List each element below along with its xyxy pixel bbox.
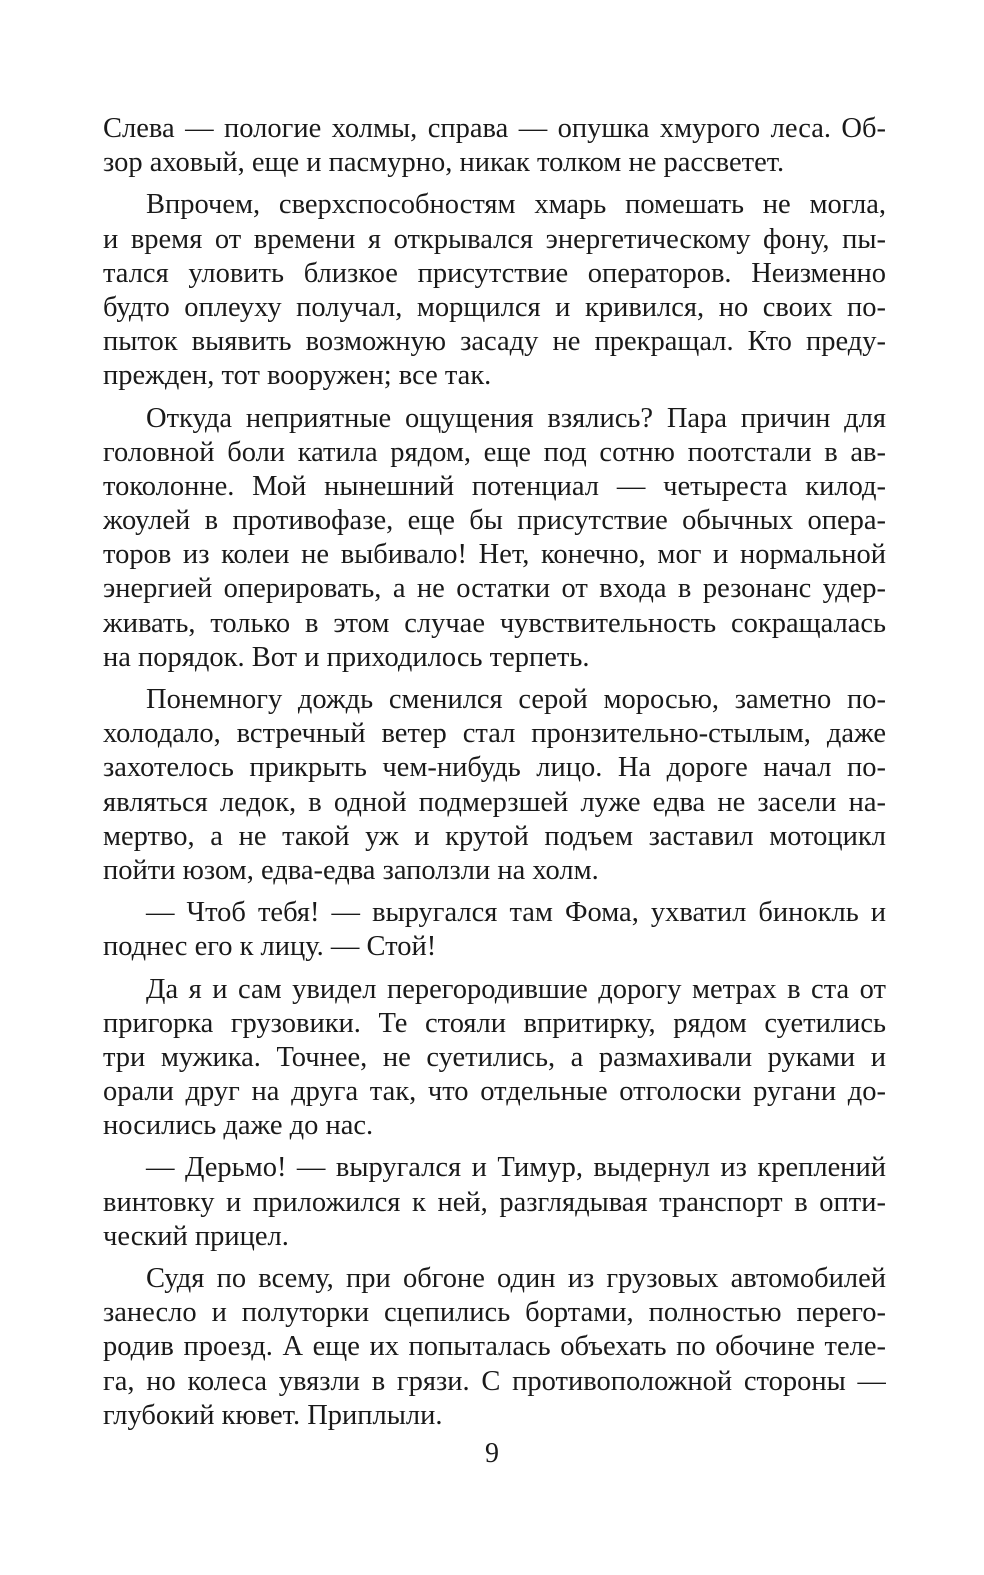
text-line: Да я и сам увидел перегородившие дорогу метрах в ста от [146, 973, 886, 1005]
text-line: мертво, а не такой уж и крутой подъем заставил мотоцикл [103, 820, 886, 852]
text-line: на порядок. Вот и приходилось терпеть. [103, 641, 590, 673]
text-line: холодало, встречный ветер стал пронзительно-стылым, даже [103, 718, 886, 750]
text-line: три мужика. Точнее, не суетились, а размахивали руками и [103, 1041, 886, 1073]
text-line: Слева — пологие холмы, справа — опушка хмурого леса. Об- [103, 113, 886, 144]
page-body-text [103, 112, 886, 1433]
text-line: торов из колеи не выбивало! Нет, конечно, мог и нормальной [103, 539, 886, 571]
text-line: энергией оперировать, а не остатки от входа в резонанс удер- [103, 573, 886, 605]
text-line: пригорка грузовики. Те стояли впритирку, рядом суетились [103, 1007, 886, 1039]
paragraph [103, 683, 886, 888]
paragraph [103, 973, 886, 1144]
text-line: живать, только в этом случае чувствительность сокращалась [103, 607, 886, 639]
text-line: зор аховый, еще и пасмурно, никак толком не рассветет. [103, 147, 785, 179]
text-line: носились даже до нас. [103, 1110, 374, 1142]
text-line: — Чтоб тебя! — выругался там Фома, ухватил бинокль и [146, 897, 886, 929]
text-line: орали друг на друга так, что отдельные отголоски ругани до- [103, 1076, 886, 1108]
text-line: будто оплеуху получал, морщился и кривился, но своих по- [103, 291, 886, 323]
page-number: 9 [485, 1438, 499, 1469]
text-line: ческий прицел. [103, 1220, 289, 1252]
text-line: являться ледок, в одной подмерзшей луже едва не засели на- [103, 786, 886, 818]
text-line: родив проезд. А еще их попыталась объехать по обочине теле- [103, 1331, 886, 1363]
paragraph [103, 112, 886, 180]
text-line: винтовку и приложился к ней, разглядывая транспорт в опти- [103, 1186, 886, 1218]
text-line: головной боли катила рядом, еще под сотню поотстали в ав- [103, 436, 886, 468]
text-line: глубокий кювет. Приплыли. [103, 1399, 443, 1431]
paragraph [103, 402, 886, 676]
paragraph [103, 188, 886, 393]
text-line: токолонне. Мой нынешний потенциал — четыреста килод- [103, 470, 886, 502]
text-line: Откуда неприятные ощущения взялись? Пара причин для [146, 402, 886, 434]
text-line: поднес его к лицу. — Стой! [103, 931, 437, 963]
text-line: тался уловить близкое присутствие операторов. Неизменно [103, 257, 886, 289]
text-line: Судя по всему, при обгоне один из грузовых автомобилей [146, 1263, 886, 1294]
paragraph [103, 896, 886, 964]
text-line: прежден, тот вооружен; все так. [103, 360, 492, 392]
text-line: и время от времени я открывался энергетическому фону, пы- [103, 223, 886, 255]
paragraph [103, 1151, 886, 1254]
text-line: Понемногу дождь сменился серой моросью, заметно по- [146, 684, 886, 715]
text-line: жоулей в противофазе, еще бы присутствие обычных опера- [103, 505, 886, 537]
text-line: пыток выявить возможную засаду не прекращал. Кто преду- [103, 326, 886, 358]
text-line: пойти юзом, едва-едва заползли на холм. [103, 854, 599, 886]
text-line: — Дерьмо! — выругался и Тимур, выдернул из креплений [146, 1152, 886, 1184]
paragraph [103, 1262, 886, 1433]
text-line: занесло и полуторки сцепились бортами, полностью перего- [103, 1297, 886, 1329]
text-line: захотелось прикрыть чем-нибудь лицо. На дороге начал по- [103, 752, 886, 784]
text-line: Впрочем, сверхспособностям хмарь помешать не могла, [146, 189, 886, 221]
text-line: га, но колеса увязли в грязи. С противоположной стороны — [103, 1365, 886, 1397]
